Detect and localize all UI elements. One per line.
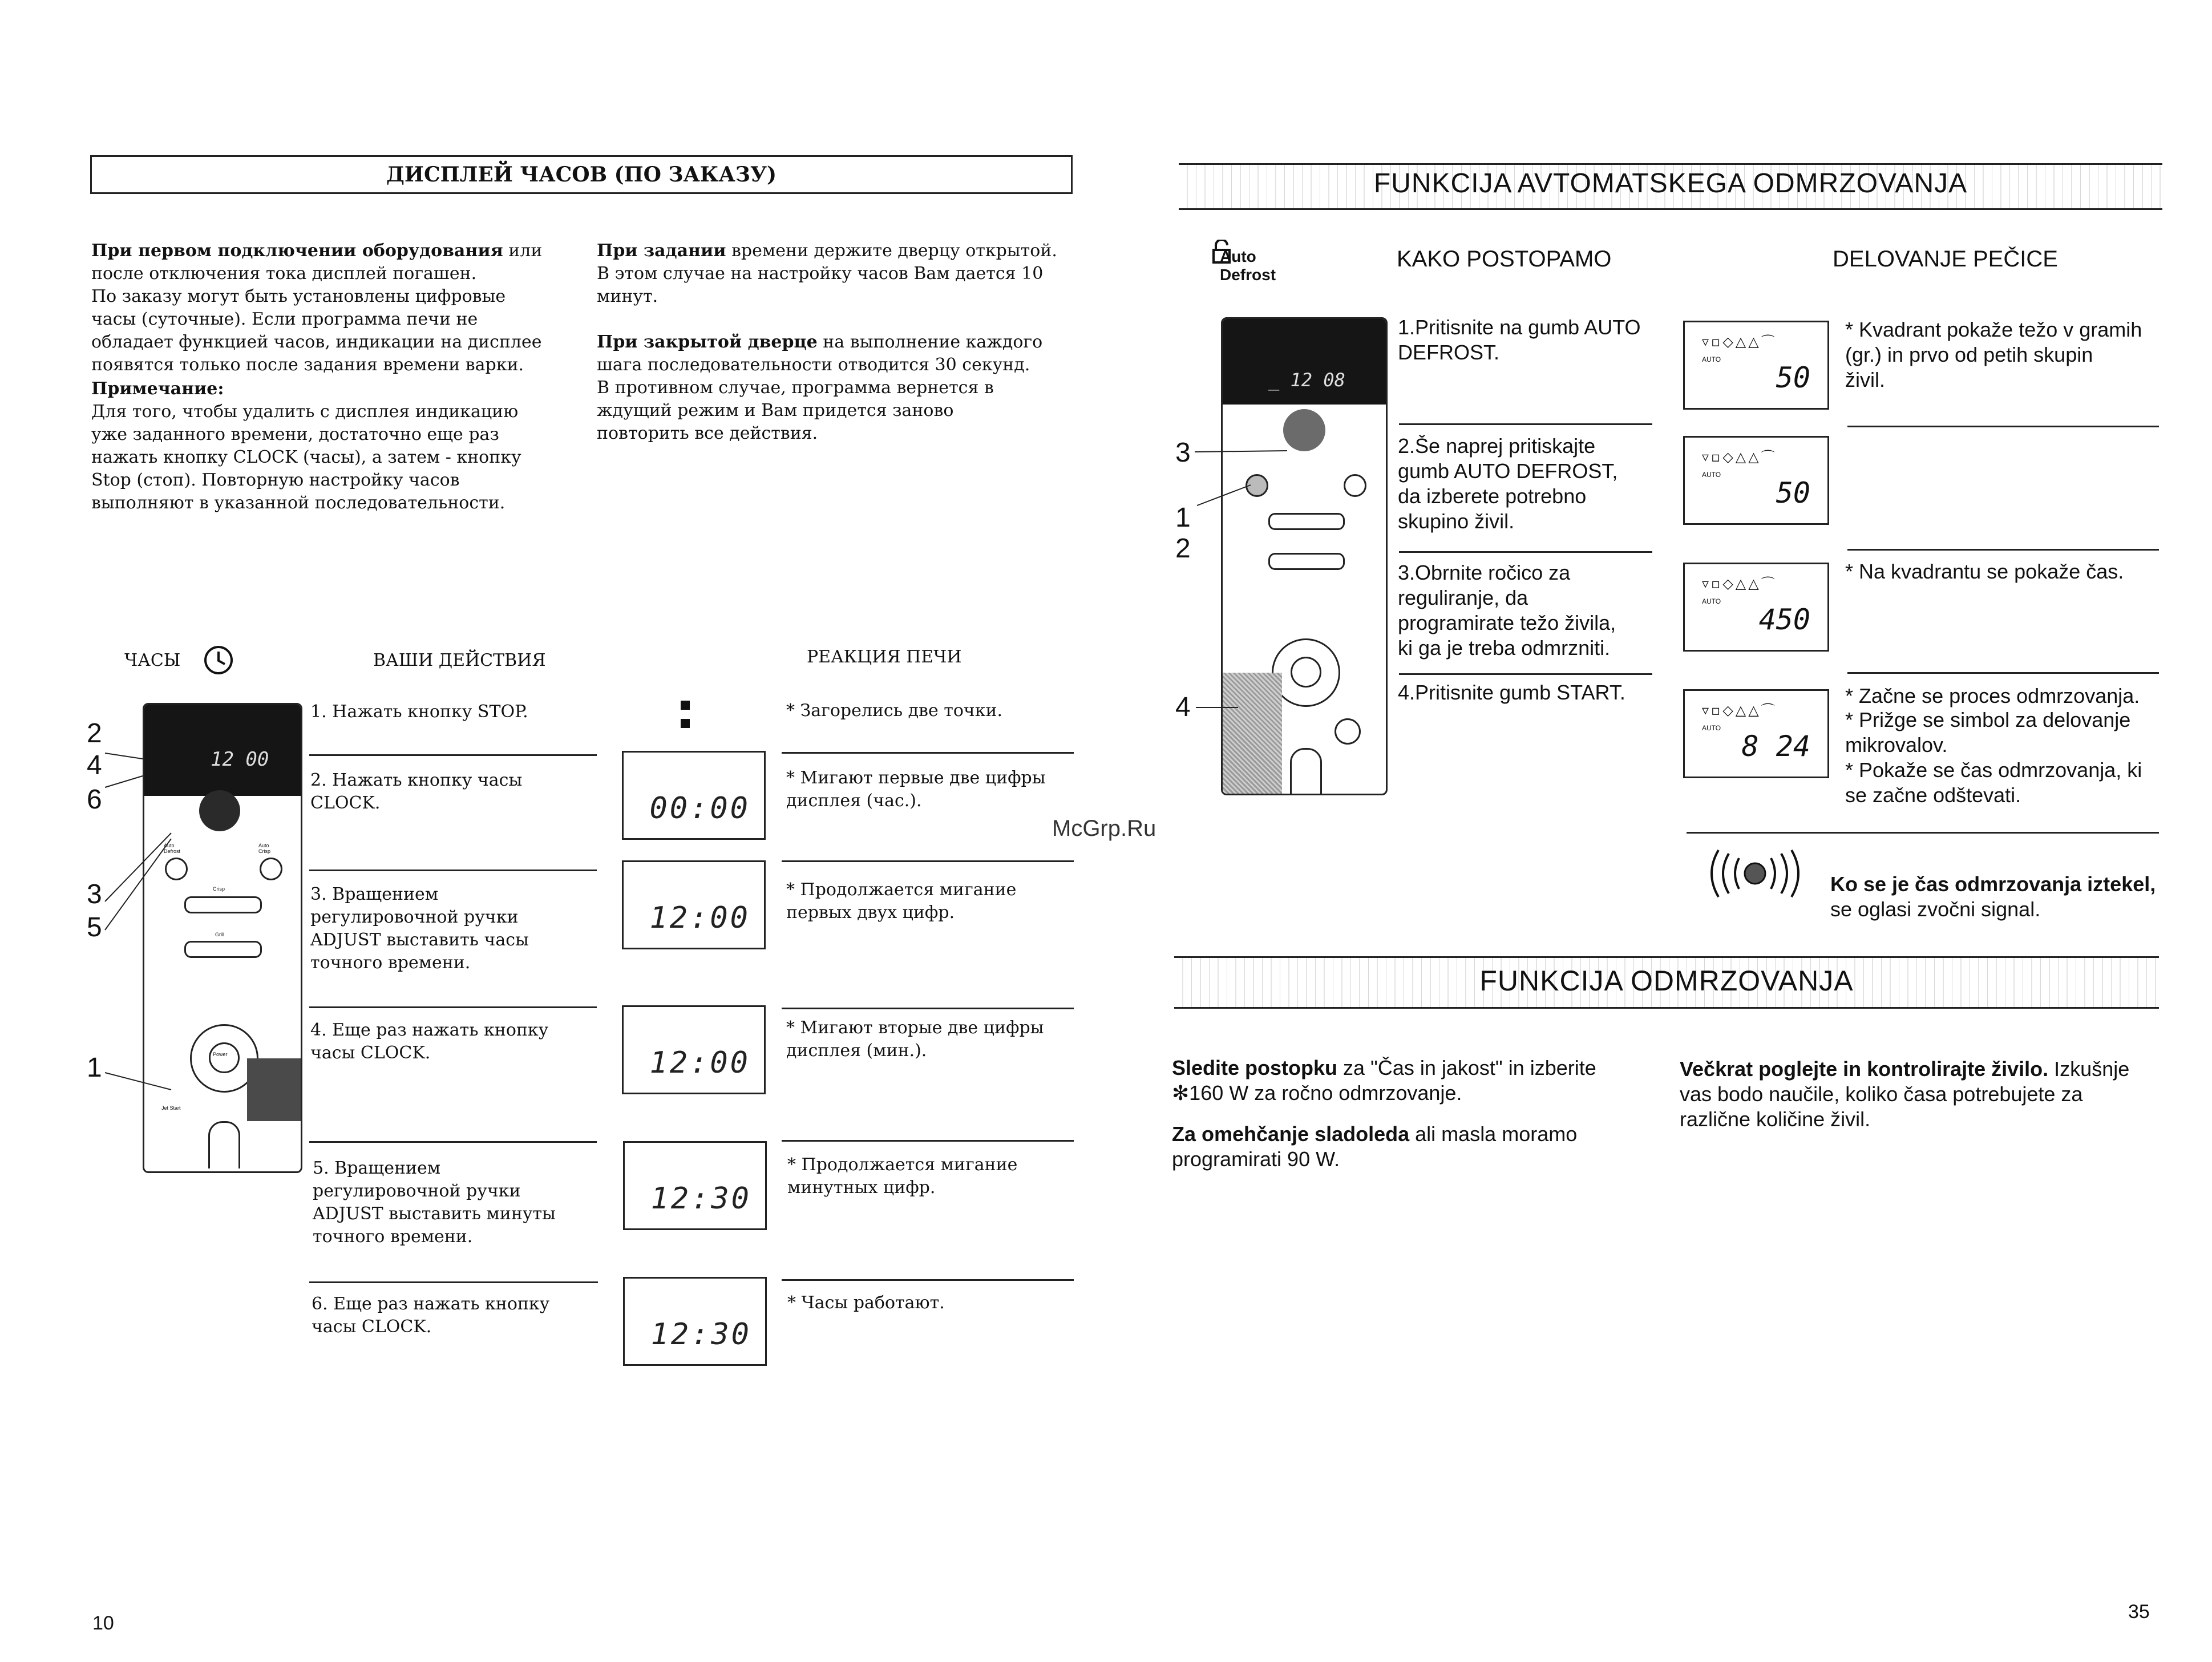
right-panel-display <box>1223 319 1386 405</box>
r-result-4c-text: Pokaže se čas odmrzovanja, ki se začne odštevati. <box>1845 758 2142 807</box>
intro-col2-p2 <box>597 308 1076 445</box>
step-6-action-text: Еще раз нажать кнопку часы CLOCK. <box>312 1294 550 1337</box>
col-operation-header: DELOVANJE PEČICE <box>1833 246 2058 272</box>
signal-text <box>1830 847 2161 922</box>
right-callout-lines <box>1187 399 1301 719</box>
col-actions-header: ВАШИ ДЕЙСТВИЯ <box>373 650 546 670</box>
step-2-reaction: * Мигают первые две цифры дисплея (час.). <box>786 768 1046 811</box>
step-2-action-text: Нажать кнопку часы CLOCK. <box>310 770 523 813</box>
step-5-display <box>623 1141 767 1230</box>
callout-5: 5 <box>87 912 102 943</box>
step-3-number: 3. <box>310 884 327 904</box>
r-divider-op-4 <box>1687 832 2159 834</box>
intro-col2-p1-text: времени держите дверцу открытой. В этом случае на настройку часов Вам дается 10 минут. <box>597 241 1057 306</box>
col-how-header: KAKO POSTOPAMO <box>1397 246 1612 272</box>
intro-col2-p1-bold: При задании <box>597 241 726 261</box>
signal-text-plain: se oglasi zvočni signal. <box>1830 897 2041 921</box>
intro-col1-bold: При первом подключении оборудования <box>91 241 503 261</box>
step-4-number: 4. <box>310 1020 327 1040</box>
r-lcd-1-digits: 50 <box>1776 361 1810 394</box>
step-5-number: 5. <box>313 1158 329 1178</box>
r-result-1-text: Kvadrant pokaže težo v gramih (gr.) in prvo od petih skupin živil. <box>1845 318 2142 391</box>
defrost-power-icon: ✻ <box>1172 1081 1190 1105</box>
r-divider-how-1 <box>1399 423 1652 425</box>
r-para-1-power: 160 W za ročno odmrzovanje. <box>1189 1081 1462 1105</box>
r-lcd-4-icons: ▿▫◇△△⌒ <box>1702 702 1777 718</box>
right-panel-auto-crisp-button <box>1344 474 1366 497</box>
r-result-4a-text: Začne se proces odmrzovanja. <box>1859 684 2140 707</box>
r-para-1 <box>1172 1030 1663 1106</box>
panel-shaded-area <box>247 1058 301 1121</box>
r-lcd-1-auto: AUTO <box>1702 355 1721 363</box>
callout-1: 1 <box>87 1053 102 1083</box>
r-result-4a: * Začne se proces odmrzovanja. <box>1845 684 2140 707</box>
left-page-number: 10 <box>92 1612 114 1634</box>
step-2-number: 2. <box>310 770 327 790</box>
step-2-reaction-text: Мигают первые две цифры дисплея (час.). <box>786 768 1046 811</box>
callout-3: 3 <box>87 879 102 909</box>
step-1-number: 1. <box>310 702 327 722</box>
divider-action-1 <box>309 754 597 756</box>
signal-text-bold: Ko se je čas odmrzovanja iztekel, <box>1830 872 2156 896</box>
step-4-reaction: * Мигают вторые две цифры дисплея (мин.). <box>786 1018 1044 1061</box>
right-title-1: FUNKCIJA AVTOMATSKEGA ODMRZOVANJA <box>1373 168 1968 199</box>
divider-action-3 <box>309 1006 597 1008</box>
right-panel-cancel-button <box>1290 748 1322 795</box>
intro-col2-p2-bold: При закрытой дверце <box>597 332 818 352</box>
r-lcd-2-auto: AUTO <box>1702 471 1721 479</box>
r-step-4-text <box>1398 680 1625 705</box>
col-clock-header: ЧАСЫ <box>124 650 181 670</box>
panel-auto-crisp-label: Auto Crisp <box>258 843 271 854</box>
r-step-3-text <box>1398 560 1616 661</box>
r-lcd-4-digits: 8 24 <box>1741 730 1810 763</box>
r-step-2-number: 2. <box>1398 434 1416 458</box>
r-result-4b: * Prižge se simbol za delovanje mikrovalov. <box>1845 708 2131 757</box>
step-4-reaction-text: Мигают вторые две цифры дисплея (мин.). <box>786 1018 1044 1061</box>
r-step-3-body: Obrnite ročico za reguliranje, da programirate težo živila, ki ga je treba odmrzniti. <box>1398 561 1616 660</box>
right-callout-2: 2 <box>1175 533 1191 564</box>
right-panel-display-digits: _ 12 08 <box>1268 369 1345 391</box>
step-1-action <box>310 701 528 723</box>
left-page-title: ДИСПЛЕЙ ЧАСОВ (ПО ЗАКАЗУ) <box>386 163 777 187</box>
intro-col2-p1 <box>597 217 1076 308</box>
note-heading: Примечание: <box>91 379 224 399</box>
callout-4: 4 <box>87 750 102 781</box>
step-1-reaction: * Загорелись две точки. <box>786 701 1003 721</box>
r-result-1: * Kvadrant pokaže težo v gramih (gr.) in prvo od petih skupin živil. <box>1845 318 2142 391</box>
step-3-display <box>622 860 766 949</box>
r-step-1-number: 1. <box>1398 316 1416 339</box>
r-result-3: * Na kvadrantu se pokaže čas. <box>1845 560 2124 583</box>
step-6-reaction-text: Часы работают. <box>801 1293 945 1313</box>
r-divider-op-2 <box>1847 549 2159 551</box>
divider-reaction-1 <box>782 752 1074 754</box>
r-para-2-text: ali masla moramo programirati 90 W. <box>1172 1122 1578 1171</box>
step-6-reaction: * Часы работают. <box>787 1293 945 1313</box>
r-para-1-bold: Sledite postopku <box>1172 1056 1338 1079</box>
r-step-3-number: 3. <box>1398 561 1416 584</box>
step-6-action <box>312 1293 549 1339</box>
step-2-display <box>622 751 766 840</box>
callout-2: 2 <box>87 718 102 749</box>
right-callout-1: 1 <box>1175 503 1191 533</box>
divider-action-2 <box>309 870 597 871</box>
step-3-display-digits: 12:00 <box>649 901 750 935</box>
r-step-1-body: Pritisnite na gumb AUTO DEFROST. <box>1398 316 1641 364</box>
r-lcd-2 <box>1683 436 1829 525</box>
r-lcd-3-auto: AUTO <box>1702 597 1721 605</box>
panel-grill-label: Grill <box>215 932 224 937</box>
note-text: Для того, чтобы удалить с дисплея индикацию уже заданного времени, достаточно еще раз нажать кнопку CLOCK (часы), а затем - кнопку Stop (стоп). Повторную настройку часов выполняют в указанной последовательности. <box>91 402 521 513</box>
step-2-action <box>310 769 522 815</box>
right-callout-4: 4 <box>1175 692 1191 722</box>
r-step-1-text <box>1398 315 1641 365</box>
step-5-display-digits: 12:30 <box>650 1182 751 1216</box>
r-divider-op-3 <box>1847 672 2159 674</box>
callout-lines <box>86 713 234 1113</box>
r-lcd-3 <box>1683 563 1829 652</box>
divider-reaction-4 <box>782 1140 1074 1142</box>
r-result-3-text: Na kvadrantu se pokaže čas. <box>1859 560 2124 583</box>
r-divider-how-2 <box>1399 551 1652 553</box>
panel-jet-start-label: Jet Start <box>161 1105 181 1111</box>
step-4-action-text: Еще раз нажать кнопку часы CLOCK. <box>310 1020 549 1063</box>
callout-6: 6 <box>87 785 102 815</box>
right-panel-stop-button <box>1335 718 1361 745</box>
r-step-2-text <box>1398 434 1617 534</box>
step-1-dots <box>681 701 691 735</box>
panel-auto-defrost-label: Auto Defrost <box>164 843 181 854</box>
watermark: McGrp.Ru <box>1052 816 1156 841</box>
divider-action-5 <box>309 1281 598 1283</box>
r-para-3-text: Izkušnje vas bodo naučile, koliko časa potrebujete za različne količine živil. <box>1680 1057 2130 1131</box>
step-5-action-text: Вращением регулировочной ручки ADJUST выставить минуты точного времени. <box>313 1158 556 1247</box>
step-1-action-text: Нажать кнопку STOP. <box>332 702 528 722</box>
r-result-4b-text: Prižge se simbol za delovanje mikrovalov. <box>1845 708 2131 757</box>
step-6-display-digits: 12:30 <box>650 1317 751 1352</box>
step-3-action <box>310 883 529 974</box>
clock-icon <box>203 645 234 676</box>
intro-col1 <box>91 217 593 377</box>
r-result-4c: * Pokaže se čas odmrzovanja, ki se začne odštevati. <box>1845 758 2142 807</box>
step-4-action <box>310 1019 548 1065</box>
panel-stop-button <box>208 1121 240 1168</box>
auto-defrost-label: Auto Defrost <box>1220 248 1276 284</box>
step-5-reaction: * Продолжается мигание минутных цифр. <box>787 1155 1018 1198</box>
r-lcd-4 <box>1683 689 1829 778</box>
r-step-2-body: Še naprej pritiskajte gumb AUTO DEFROST, da izberete potrebno skupino živil. <box>1398 434 1618 533</box>
r-lcd-3-digits: 450 <box>1758 603 1810 636</box>
right-title-2: FUNKCIJA ODMRZOVANJA <box>1479 965 1854 997</box>
r-para-2 <box>1172 1097 1663 1172</box>
divider-reaction-2 <box>782 860 1074 862</box>
intro-col1-text: или после отключения тока дисплей погашен. По заказу могут быть установлены цифровые часы (суточные). Если программа печи не обладает функцией часов, индикации на дисплее появятся только после задания времени варки. <box>91 241 543 375</box>
step-1-reaction-text: Загорелись две точки. <box>800 701 1003 721</box>
sound-signal-icon <box>1705 847 1805 900</box>
r-step-4-body: Pritisnite gumb START. <box>1415 681 1625 704</box>
divider-reaction-5 <box>782 1279 1074 1281</box>
step-2-display-digits: 00:00 <box>649 791 750 826</box>
divider-reaction-3 <box>782 1008 1074 1009</box>
step-3-action-text: Вращением регулировочной ручки ADJUST выставить часы точного времени. <box>310 884 529 973</box>
panel-auto-crisp-button <box>260 858 282 880</box>
col-reaction-header: РЕАКЦИЯ ПЕЧИ <box>807 647 962 667</box>
step-5-action <box>313 1157 556 1248</box>
step-6-number: 6. <box>312 1294 328 1314</box>
r-step-4-number: 4. <box>1398 681 1416 704</box>
r-lcd-1 <box>1683 321 1829 410</box>
panel-display-digits: 12 00 <box>211 748 269 771</box>
step-5-reaction-text: Продолжается мигание минутных цифр. <box>787 1155 1018 1198</box>
step-6-display <box>623 1277 767 1366</box>
step-3-reaction: * Продолжается мигание первых двух цифр. <box>786 880 1017 923</box>
step-3-reaction-text: Продолжается мигание первых двух цифр. <box>786 880 1017 923</box>
r-para-2-bold: Za omehčanje sladoleda <box>1172 1122 1410 1146</box>
right-page-number: 35 <box>2128 1601 2150 1623</box>
r-lcd-2-icons: ▿▫◇△△⌒ <box>1702 449 1777 465</box>
r-lcd-2-digits: 50 <box>1776 476 1810 509</box>
r-para-3 <box>1680 1032 2170 1132</box>
right-callout-3: 3 <box>1175 438 1191 468</box>
divider-action-4 <box>309 1141 597 1143</box>
left-title-box <box>90 155 1073 194</box>
step-4-display <box>622 1005 766 1094</box>
r-lcd-4-auto: AUTO <box>1702 724 1721 732</box>
r-lcd-1-icons: ▿▫◇△△⌒ <box>1702 334 1777 350</box>
step-4-display-digits: 12:00 <box>649 1046 750 1080</box>
panel-power-label: Power <box>213 1052 228 1057</box>
r-para-1-text: za "Čas in jakost" in izberite <box>1343 1056 1596 1079</box>
intro-col2-p2-text: на выполнение каждого шага последовательности отводится 30 секунд. В противном случае, программа вернется в ждущий режим и Вам придется заново повторить все действия. <box>597 332 1043 443</box>
r-lcd-3-icons: ▿▫◇△△⌒ <box>1702 576 1777 592</box>
r-para-3-bold: Večkrat poglejte in kontrolirajte živilo. <box>1680 1057 2049 1081</box>
panel-crisp-label: Crisp <box>213 886 225 892</box>
r-divider-how-3 <box>1399 673 1652 675</box>
r-divider-op-1 <box>1847 426 2159 427</box>
